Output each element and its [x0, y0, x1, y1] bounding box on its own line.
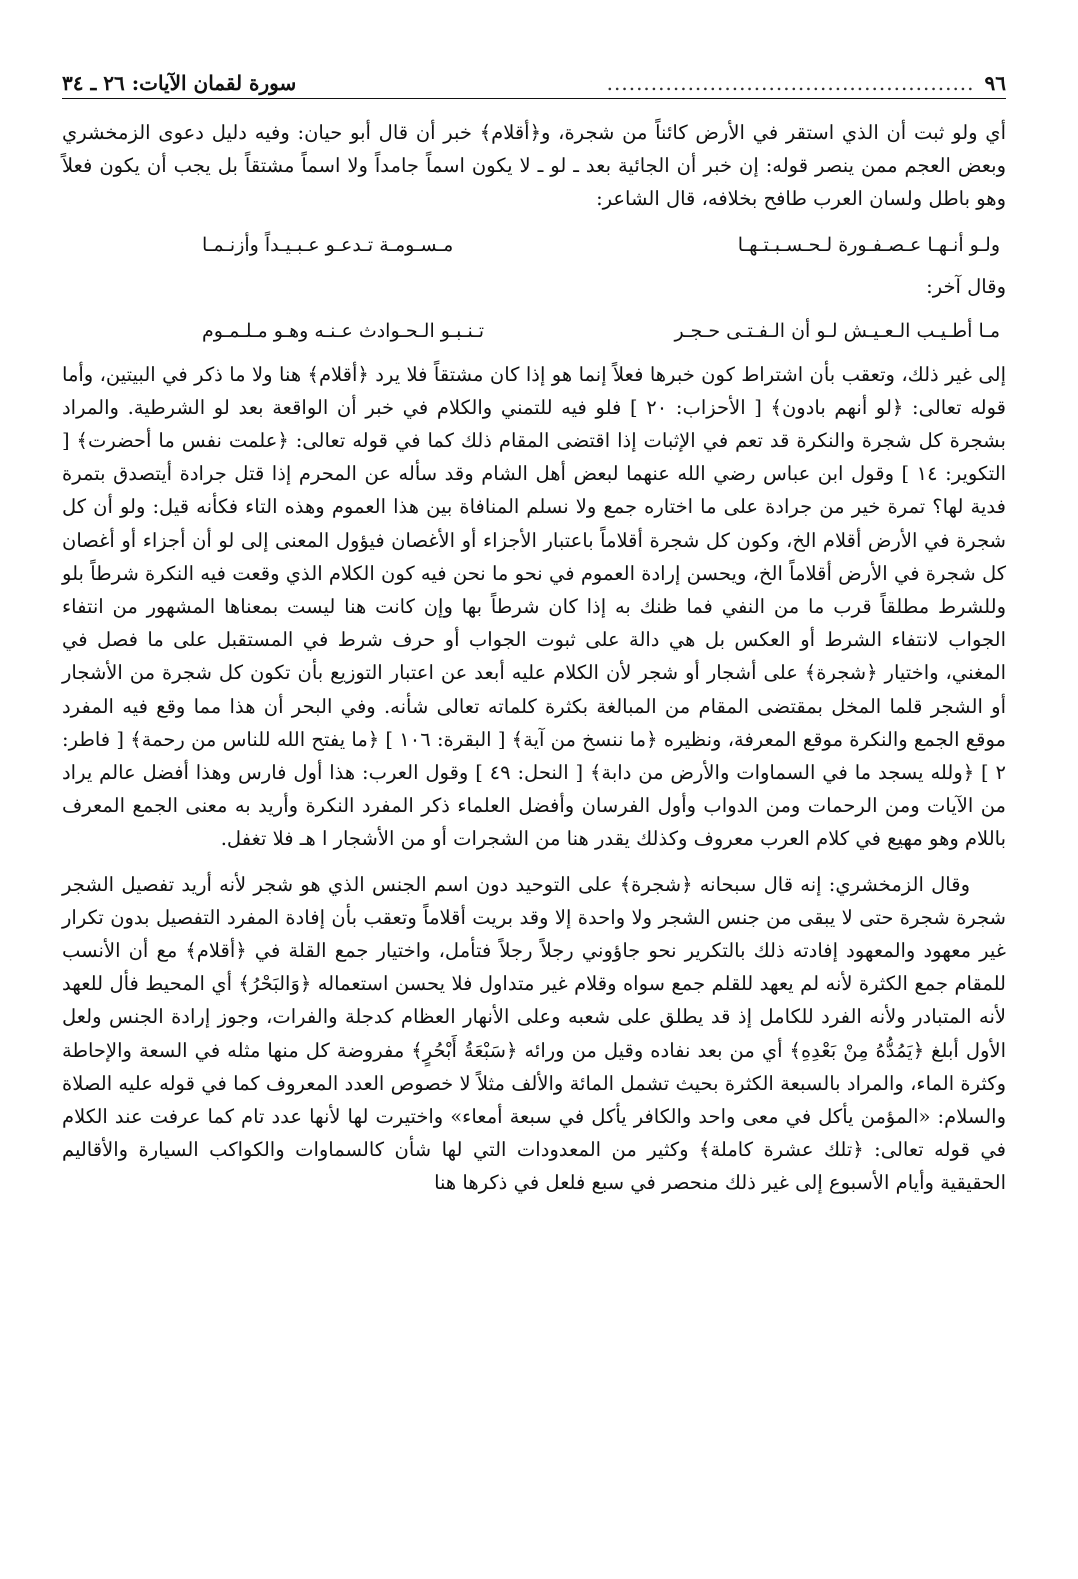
- poetry-verse-1: [62, 216, 1006, 272]
- verse-2-intro: وقال آخر:: [926, 274, 1006, 298]
- verse-1-first-hemistich: ولـو أنـهـا عـصـفـورة لـحـسـبـتـهـا: [737, 233, 1000, 256]
- page-body: [62, 116, 1006, 1200]
- verse-2-first-hemistich: مـا أطـيـب الـعـيـش لـو أن الـفـتـى حـجـر: [674, 319, 1000, 342]
- verse-2-second-hemistich: تـنـبـو الـحـوادث عـنـه وهـو مـلـمـوم: [202, 319, 485, 342]
- page-number: ٩٦: [984, 71, 1006, 95]
- poetry-verse-2: [62, 302, 1006, 358]
- page-header: [62, 64, 1006, 99]
- paragraph-2: إلى غير ذلك، وتعقب بأن اشتراط كون خبرها فعلاً إنما هو إذا كان مشتقاً فلا يرد ﴿أقلام﴾ هنا ولا ما ذكر في البيتين، وأما قوله تعالى: ﴿لو أنهم بادون﴾ [ الأحزاب: ٢٠ ] فلو فيه للتمني والكلام في خبر أن الواقعة بعد لو الشرطية. والمراد بشجرة كل شجرة والنكرة قد تعم في الإثبات إذا اقتضى المقام ذلك كما في قوله تعالى: ﴿علمت نفس ما أحضرت﴾ [ التكوير: ١٤ ] وقول ابن عباس رضي الله عنهما لبعض أهل الشام وقد سأله عن المحرم إذا قتل جرادة أيتصدق بتمرة فدية لها؟ تمرة خير من جرادة على ما اختاره جمع ولا نسلم المنافاة بين هذا العموم وهذه التاء فكأنه قيل: ولو أن كل شجرة في الأرض أقلام الخ، وكون كل شجرة أقلاماً باعتبار الأجزاء أو الأغصان فيؤول المعنى إلى لو أن أجزاء أو أغصان كل شجرة في الأرض أقلاماً الخ، ويحسن إرادة العموم في نحو ما نحن فيه كون الكلام الذي وقعت فيه النكرة شرطاً بلو وللشرط مطلقاً قرب ما من النفي فما ظنك به إذا كان شرطاً بها وإن كانت هنا ليست بمعناها المشهور من انتفاء الجواب لانتفاء الشرط أو العكس بل هي دالة على ثبوت الجواب أو حرف شرط في المستقبل على ما فصل في المغني، واختيار ﴿شجرة﴾ على أشجار أو شجر لأن الكلام عليه أبعد عن اعتبار التوزيع بأن تكون كل شجرة من الأشجار أو الشجر قلما المخل بمقتضى المقام من المبالغة بكثرة كلماته تعالى شأنه. وفي البحر أن هذا مما وقع فيه المفرد موقع الجمع والنكرة موقع المعرفة، ونظيره ﴿ما ننسخ من آية﴾ [ البقرة: ١٠٦ ] ﴿ما يفتح الله للناس من رحمة﴾ [ فاطر: ٢ ] ﴿ولله يسجد ما في السماوات والأرض من دابة﴾ [ النحل: ٤٩ ] وقول العرب: هذا أول فارس وهذا أفضل عالم يراد من الآيات ومن الرحمات ومن الدواب وأول الفرسان وأفضل العلماء ذكر المفرد النكرة وأريد به معنى الجمع المعرف باللام وهو مهيع في كلام العرب معروف وكذلك يقدر هنا من الشجرات أو من الأشجار ا هـ فلا تغفل.: [62, 362, 1007, 851]
- header-dot-leader: ..................................................: [606, 71, 975, 95]
- paragraph-1: أي ولو ثبت أن الذي استقر في الأرض كائناً من شجرة، و﴿أقلام﴾ خبر أن قال أبو حيان: وفيه دليل دعوى الزمخشري وبعض العجم ممن ينصر قوله: إن خبر أن الجائية بعد ـ لو ـ لا يكون اسماً جامداً ولا اسماً مشتقاً بل يجب أن يكون فعلاً وهو باطل ولسان العرب طافح بخلافه، قال الشاعر:: [62, 121, 1006, 211]
- paragraph-3: وقال الزمخشري: إنه قال سبحانه ﴿شجرة﴾ على التوحيد دون اسم الجنس الذي هو شجر لأنه أريد تفصيل الشجر شجرة شجرة حتى لا يبقى من جنس الشجر ولا واحدة إلا وقد بريت أقلاماً وتعقب بأن إفادة المفرد التفصيل بدون تكرار غير معهود والمعهود إفادته ذلك بالتكرير نحو جاؤوني رجلاً رجلاً فتأمل، واختيار جمع القلة في ﴿أقلام﴾ مع أن الأنسب للمقام جمع الكثرة لأنه لم يعهد للقلم جمع سواه وقلام غير متداول فلا يحسن استعماله ﴿وَالبَحْرُ﴾ أي المحيط فأل للعهد لأنه المتبادر ولأنه الفرد للكامل إذ قد يطلق على شعبه وعلى الأنهار العظام كدجلة والفرات، وجوز إرادة الجنس ولعل الأول أبلغ ﴿يَمُدُّهُ مِنْ بَعْدِهِ﴾ أي من بعد نفاده وقيل من ورائه ﴿سَبْعَةُ أَبْحُرٍ﴾ مفروضة كل منها مثله في السعة والإحاطة وكثرة الماء، والمراد بالسبعة الكثرة بحيث تشمل المائة والألف مثلاً لا خصوص العدد المعروف كما في قوله عليه الصلاة والسلام: «المؤمن يأكل في معى واحد والكافر يأكل في سبعة أمعاء» واختيرت لها لأنها عدد تام كما عرفت عند الكلام في قوله تعالى: ﴿تلك عشرة كاملة﴾ وكثير من المعدودات التي لها شأن كالسماوات والكواكب السيارة والأقاليم الحقيقية وأيام الأسبوع إلى غير ذلك منحصر في سبع فلعل في ذكرها هنا: [62, 872, 1006, 1195]
- verse-1-second-hemistich: مـسـومـة تـدعـو عـبـيـداً وأزنـمـا: [202, 233, 454, 256]
- surah-title: سورة لقمان الآيات: ٢٦ ـ ٣٤: [62, 71, 297, 95]
